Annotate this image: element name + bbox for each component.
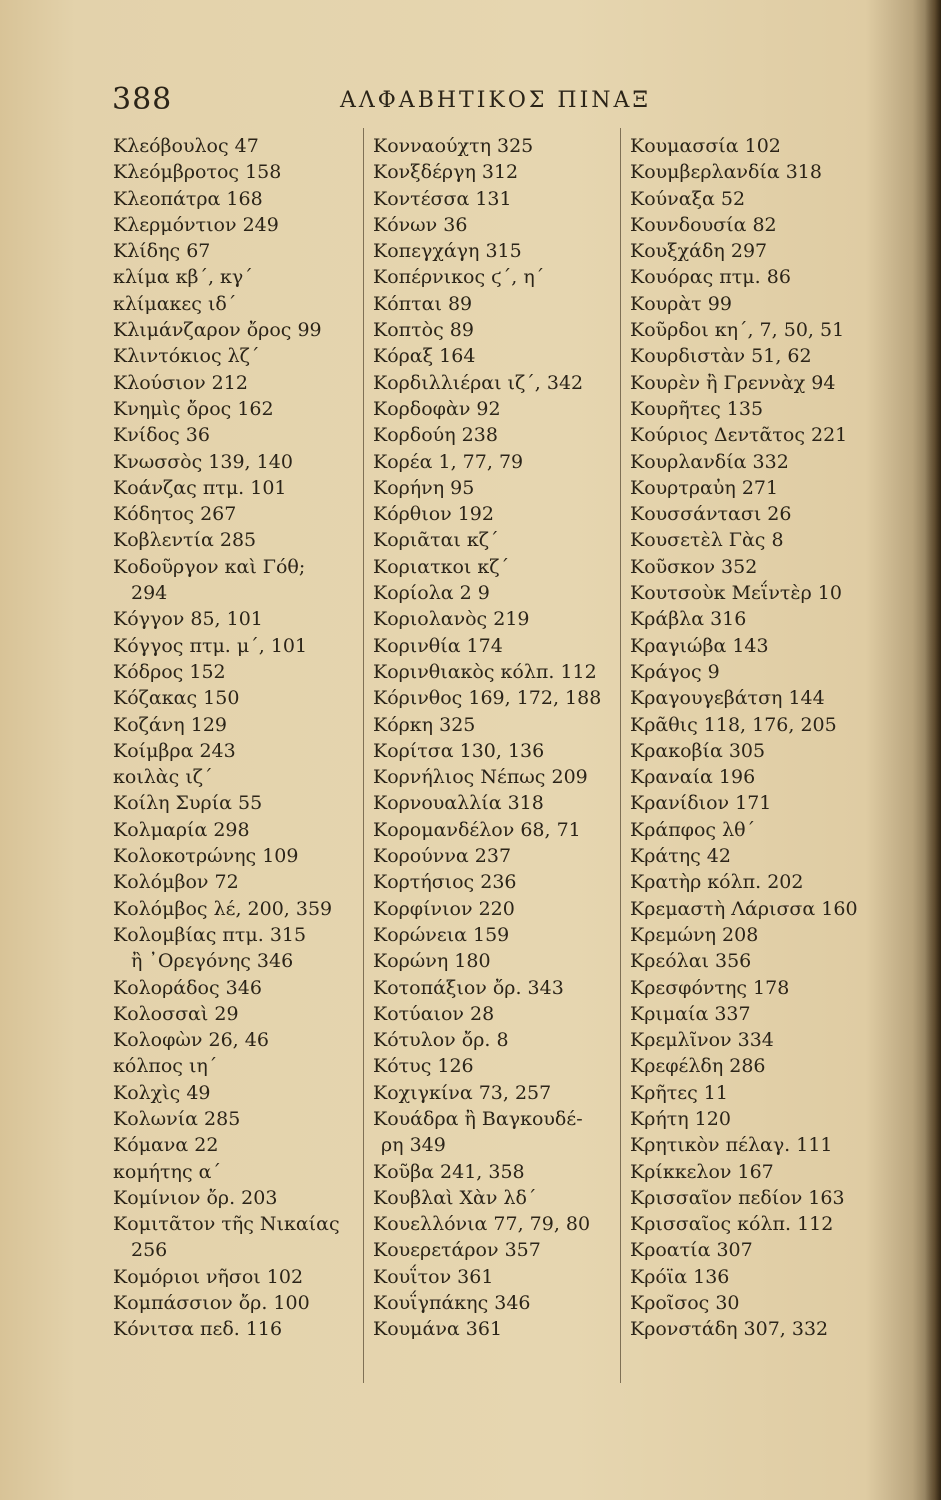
index-entry: Κορώνεια 159 (373, 923, 510, 946)
index-entry: Κρᾶθις 118, 176, 205 (630, 713, 837, 736)
index-entry: Κρεφέλδη 286 (630, 1055, 766, 1078)
index-entry: Κόρινθος 169, 172, 188 (373, 687, 602, 710)
index-entry: κομήτης α΄ (113, 1160, 221, 1183)
index-entry: Κολοφὼν 26, 46 (113, 1029, 269, 1052)
index-entry: Κρεμλῖνον 334 (630, 1029, 774, 1052)
index-entry: Κομπάσσιον ὄρ. 100 (113, 1292, 310, 1315)
index-entry: κοιλὰς ιζ΄ (113, 766, 213, 789)
index-entry: Κουτσοὺκ Μεΐντὲρ 10 (630, 582, 842, 605)
index-column-2 (367, 133, 620, 1343)
index-entry: Κουρτραὐη 271 (630, 476, 779, 499)
index-entry: Κλίδης 67 (113, 240, 211, 263)
index-entry: Κρανίδιον 171 (630, 792, 772, 815)
index-entry: Κορίολα 2 9 (373, 582, 490, 605)
page-edge-shadow (925, 0, 941, 1500)
index-entry: Κλεόμβροτος 158 (113, 161, 282, 184)
index-entry: Κολοράδος 346 (113, 976, 262, 999)
index-entry-continuation: 256 (131, 1239, 168, 1262)
index-entry: Κρητικὸν πέλαγ. 111 (630, 1134, 833, 1157)
index-entry: Κολομβίας πτμ. 315 (113, 923, 307, 946)
index-entry: Κουρλανδία 332 (630, 450, 789, 473)
index-entry: Κορινθία 174 (373, 634, 503, 657)
index-entry: Κούριος Δεντᾶτος 221 (630, 424, 848, 447)
index-entry: Κουμάνα 361 (373, 1318, 503, 1341)
index-entry: Κοπεγχάγη 315 (373, 240, 522, 263)
index-entry-continuation: ἢ ᾿Ορεγόνης 346 (131, 950, 294, 973)
index-entry: κόλπος ιη΄ (113, 1055, 218, 1078)
index-entry: Κλούσιον 212 (113, 371, 248, 394)
index-entry: Κραναία 196 (630, 766, 756, 789)
index-entry: Κουβλαὶ Χὰν λδ΄ (373, 1186, 537, 1209)
index-entry: Κράβλα 316 (630, 608, 747, 631)
index-entry: Κολωνία 285 (113, 1107, 241, 1130)
index-entry: Κότυς 126 (373, 1055, 474, 1078)
index-entry: Κόγγος πτμ. μ΄, 101 (113, 634, 308, 657)
index-entry: Κουΐτον 361 (373, 1265, 494, 1288)
index-entry: Κουρὰτ 99 (630, 292, 732, 315)
index-entry: Κοχιγκίνα 73, 257 (373, 1081, 552, 1104)
index-entry: Κουσετὲλ Γὰς 8 (630, 529, 784, 552)
index-entry: Κοντέσσα 131 (373, 187, 512, 210)
index-entry: Κρήτη 120 (630, 1107, 731, 1130)
index-entry: Κόραξ 164 (373, 345, 476, 368)
index-entry: Κολοκοτρώνης 109 (113, 845, 299, 868)
index-entry: Κράγος 9 (630, 660, 720, 683)
index-entry: Κοῦβα 241, 358 (373, 1160, 525, 1183)
index-entry: Κορομανδέλον 68, 71 (373, 818, 581, 841)
index-entry: Κοῦσκον 352 (630, 555, 758, 578)
index-entry: Κοριατκοι κζ΄ (373, 555, 510, 578)
running-title: ΑΛΦΑΒΗΤΙΚΟΣ ΠΙΝΑΞ (340, 88, 651, 113)
index-entry: Κομίνιον ὄρ. 203 (113, 1186, 278, 1209)
index-entry-continuation: 294 (131, 582, 168, 605)
index-entry-continuation: ρη 349 (381, 1134, 446, 1157)
index-entry: κλίμακες ιδ΄ (113, 292, 237, 315)
index-entry: Κουμασσία 102 (630, 135, 781, 157)
index-entry: Κνωσσὸς 139, 140 (113, 450, 293, 473)
index-entry: Κρατὴρ κόλπ. 202 (630, 871, 804, 894)
index-entry: Κλιμάνζαρον ὄρος 99 (113, 319, 322, 342)
index-entry: Κρῆτες 11 (630, 1081, 728, 1104)
index-entry: Κρεόλαι 356 (630, 950, 752, 973)
index-entry: Κροατία 307 (630, 1239, 753, 1262)
index-entry: Κόμανα 22 (113, 1134, 219, 1157)
index-entry: Κοριᾶται κζ΄ (373, 529, 499, 552)
index-entry: Κορδιλλιέραι ιζ΄, 342 (373, 371, 584, 394)
index-entry: Κρεσφόντης 178 (630, 976, 790, 999)
index-entry: Κλεόβουλος 47 (113, 135, 259, 157)
index-entry: Κοάνζας πτμ. 101 (113, 476, 287, 499)
column-rule (620, 128, 621, 1383)
index-entry: Κοριολανὸς 219 (373, 608, 530, 631)
index-entry: Κουσσάντασι 26 (630, 503, 792, 526)
index-entry: Κοδοῦργον καὶ Γόθ; (113, 555, 306, 578)
index-entry: Κόρκη 325 (373, 713, 476, 736)
index-entry: Κουόρας πτμ. 86 (630, 266, 791, 289)
index-entry: Κοπέρνικος ϛ΄, η΄ (373, 266, 545, 289)
index-entry: Κουρδιστὰν 51, 62 (630, 345, 812, 368)
index-entry: Κορφίνιον 220 (373, 897, 515, 920)
index-entry: Κολμαρία 298 (113, 818, 250, 841)
index-entry: Κομιτᾶτον τῆς Νικαίας (113, 1213, 340, 1236)
index-entry: Κορήνη 95 (373, 476, 475, 499)
index-entry: Κονξδέργη 312 (373, 161, 519, 184)
index-entry: Κουρῆτες 135 (630, 397, 764, 420)
index-entry: Κόδρος 152 (113, 660, 226, 683)
index-entry: Κοτύαιον 28 (373, 1002, 495, 1025)
index-entry: Κλερμόντιον 249 (113, 213, 279, 236)
index-entry: Κόνιτσα πεδ. 116 (113, 1318, 283, 1341)
index-entry: Κράπφος λθ΄ (630, 818, 756, 841)
index-entry: Κράτης 42 (630, 845, 731, 868)
index-entry: Κορώνη 180 (373, 950, 491, 973)
index-entry: Κρισσαῖος κόλπ. 112 (630, 1213, 834, 1236)
index-entry: Κορινθιακὸς κόλπ. 112 (373, 660, 597, 683)
index-entry: Κοῦρδοι κη΄, 7, 50, 51 (630, 319, 845, 342)
index-column-1 (113, 133, 363, 1343)
index-entry: Κομόριοι νῆσοι 102 (113, 1265, 304, 1288)
index-entry: Κνίδος 36 (113, 424, 210, 447)
index-entry: Κορέα 1, 77, 79 (373, 450, 524, 473)
index-entry: Κρεμώνη 208 (630, 923, 759, 946)
index-entry: Κραγουγεβάτση 144 (630, 687, 825, 710)
index-entry: Κρονστάδη 307, 332 (630, 1318, 829, 1341)
index-entry: Κορίτσα 130, 136 (373, 739, 545, 762)
index-entry: Κολόμβον 72 (113, 871, 239, 894)
index-entry: Κρακοβία 305 (630, 739, 766, 762)
index-entry: Κοπτὸς 89 (373, 319, 474, 342)
index-entry: Κοβλεντία 285 (113, 529, 257, 552)
index-entry: Κολχὶς 49 (113, 1081, 211, 1104)
index-column-3 (624, 133, 879, 1343)
page-number: 388 (112, 82, 173, 117)
index-entry: Κουξχάδη 297 (630, 240, 768, 263)
index-entry: Κλιντόκιος λζ΄ (113, 345, 260, 368)
index-entry: Κολόμβος λέ, 200, 359 (113, 897, 333, 920)
index-entry: κλίμα κβ΄, κγ΄ (113, 266, 253, 289)
index-entry: Κρισσαῖον πεδίον 163 (630, 1186, 845, 1209)
index-entry: Κορδούη 238 (373, 424, 498, 447)
index-entry: Κόδητος 267 (113, 503, 237, 526)
index-entry: Κολοσσαὶ 29 (113, 1002, 239, 1025)
index-entry: Κουρὲν ἢ Γρεννὰχ 94 (630, 371, 836, 394)
index-entry: Κροῖσος 30 (630, 1292, 740, 1315)
index-entry: Κούναξα 52 (630, 187, 746, 210)
index-entry: Κουερετάρον 357 (373, 1239, 541, 1262)
index-entry: Κουνδουσία 82 (630, 213, 777, 236)
index-entry: Κρίκκελον 167 (630, 1160, 774, 1183)
index-entry: Κοζάνη 129 (113, 713, 227, 736)
index-entry: Κουελλόνια 77, 79, 80 (373, 1213, 591, 1236)
column-rule (363, 128, 364, 1383)
index-entry: Κουάδρα ἢ Βαγκουδέ- (373, 1107, 583, 1130)
index-entry: Κόπται 89 (373, 292, 473, 315)
index-entry: Κραγιώβα 143 (630, 634, 769, 657)
index-entry: Κορούννα 237 (373, 845, 512, 868)
index-entry: Κορνουαλλία 318 (373, 792, 544, 815)
page-header (0, 82, 941, 122)
index-entry: Κορτήσιος 236 (373, 871, 517, 894)
index-entry: Κνημὶς ὄρος 162 (113, 397, 274, 420)
index-entry: Κορνήλιος Νέπως 209 (373, 766, 588, 789)
index-entry: Κλεοπάτρα 168 (113, 187, 263, 210)
index-entry: Κοίλη Συρία 55 (113, 792, 263, 815)
index-entry: Κότυλον ὄρ. 8 (373, 1029, 509, 1052)
index-entry: Κοίμβρα 243 (113, 739, 236, 762)
index-entry: Κουΐγπάκης 346 (373, 1292, 531, 1315)
index-entry: Κουμβερλανδία 318 (630, 161, 822, 184)
index-entry: Κρόϊα 136 (630, 1265, 730, 1288)
index-entry: Κριμαία 337 (630, 1002, 751, 1025)
index-entry: Κορδοφὰν 92 (373, 397, 501, 420)
index-entry: Κόνων 36 (373, 213, 468, 236)
index-entry: Κόγγον 85, 101 (113, 608, 263, 631)
index-entry: Κόρθιον 192 (373, 503, 494, 526)
index-entry: Κοτοπάξιον ὄρ. 343 (373, 976, 564, 999)
index-entry: Κρεμαστὴ Λάρισσα 160 (630, 897, 858, 920)
index-entry: Κόζακας 150 (113, 687, 240, 710)
index-entry: Κονναούχτη 325 (373, 135, 534, 157)
